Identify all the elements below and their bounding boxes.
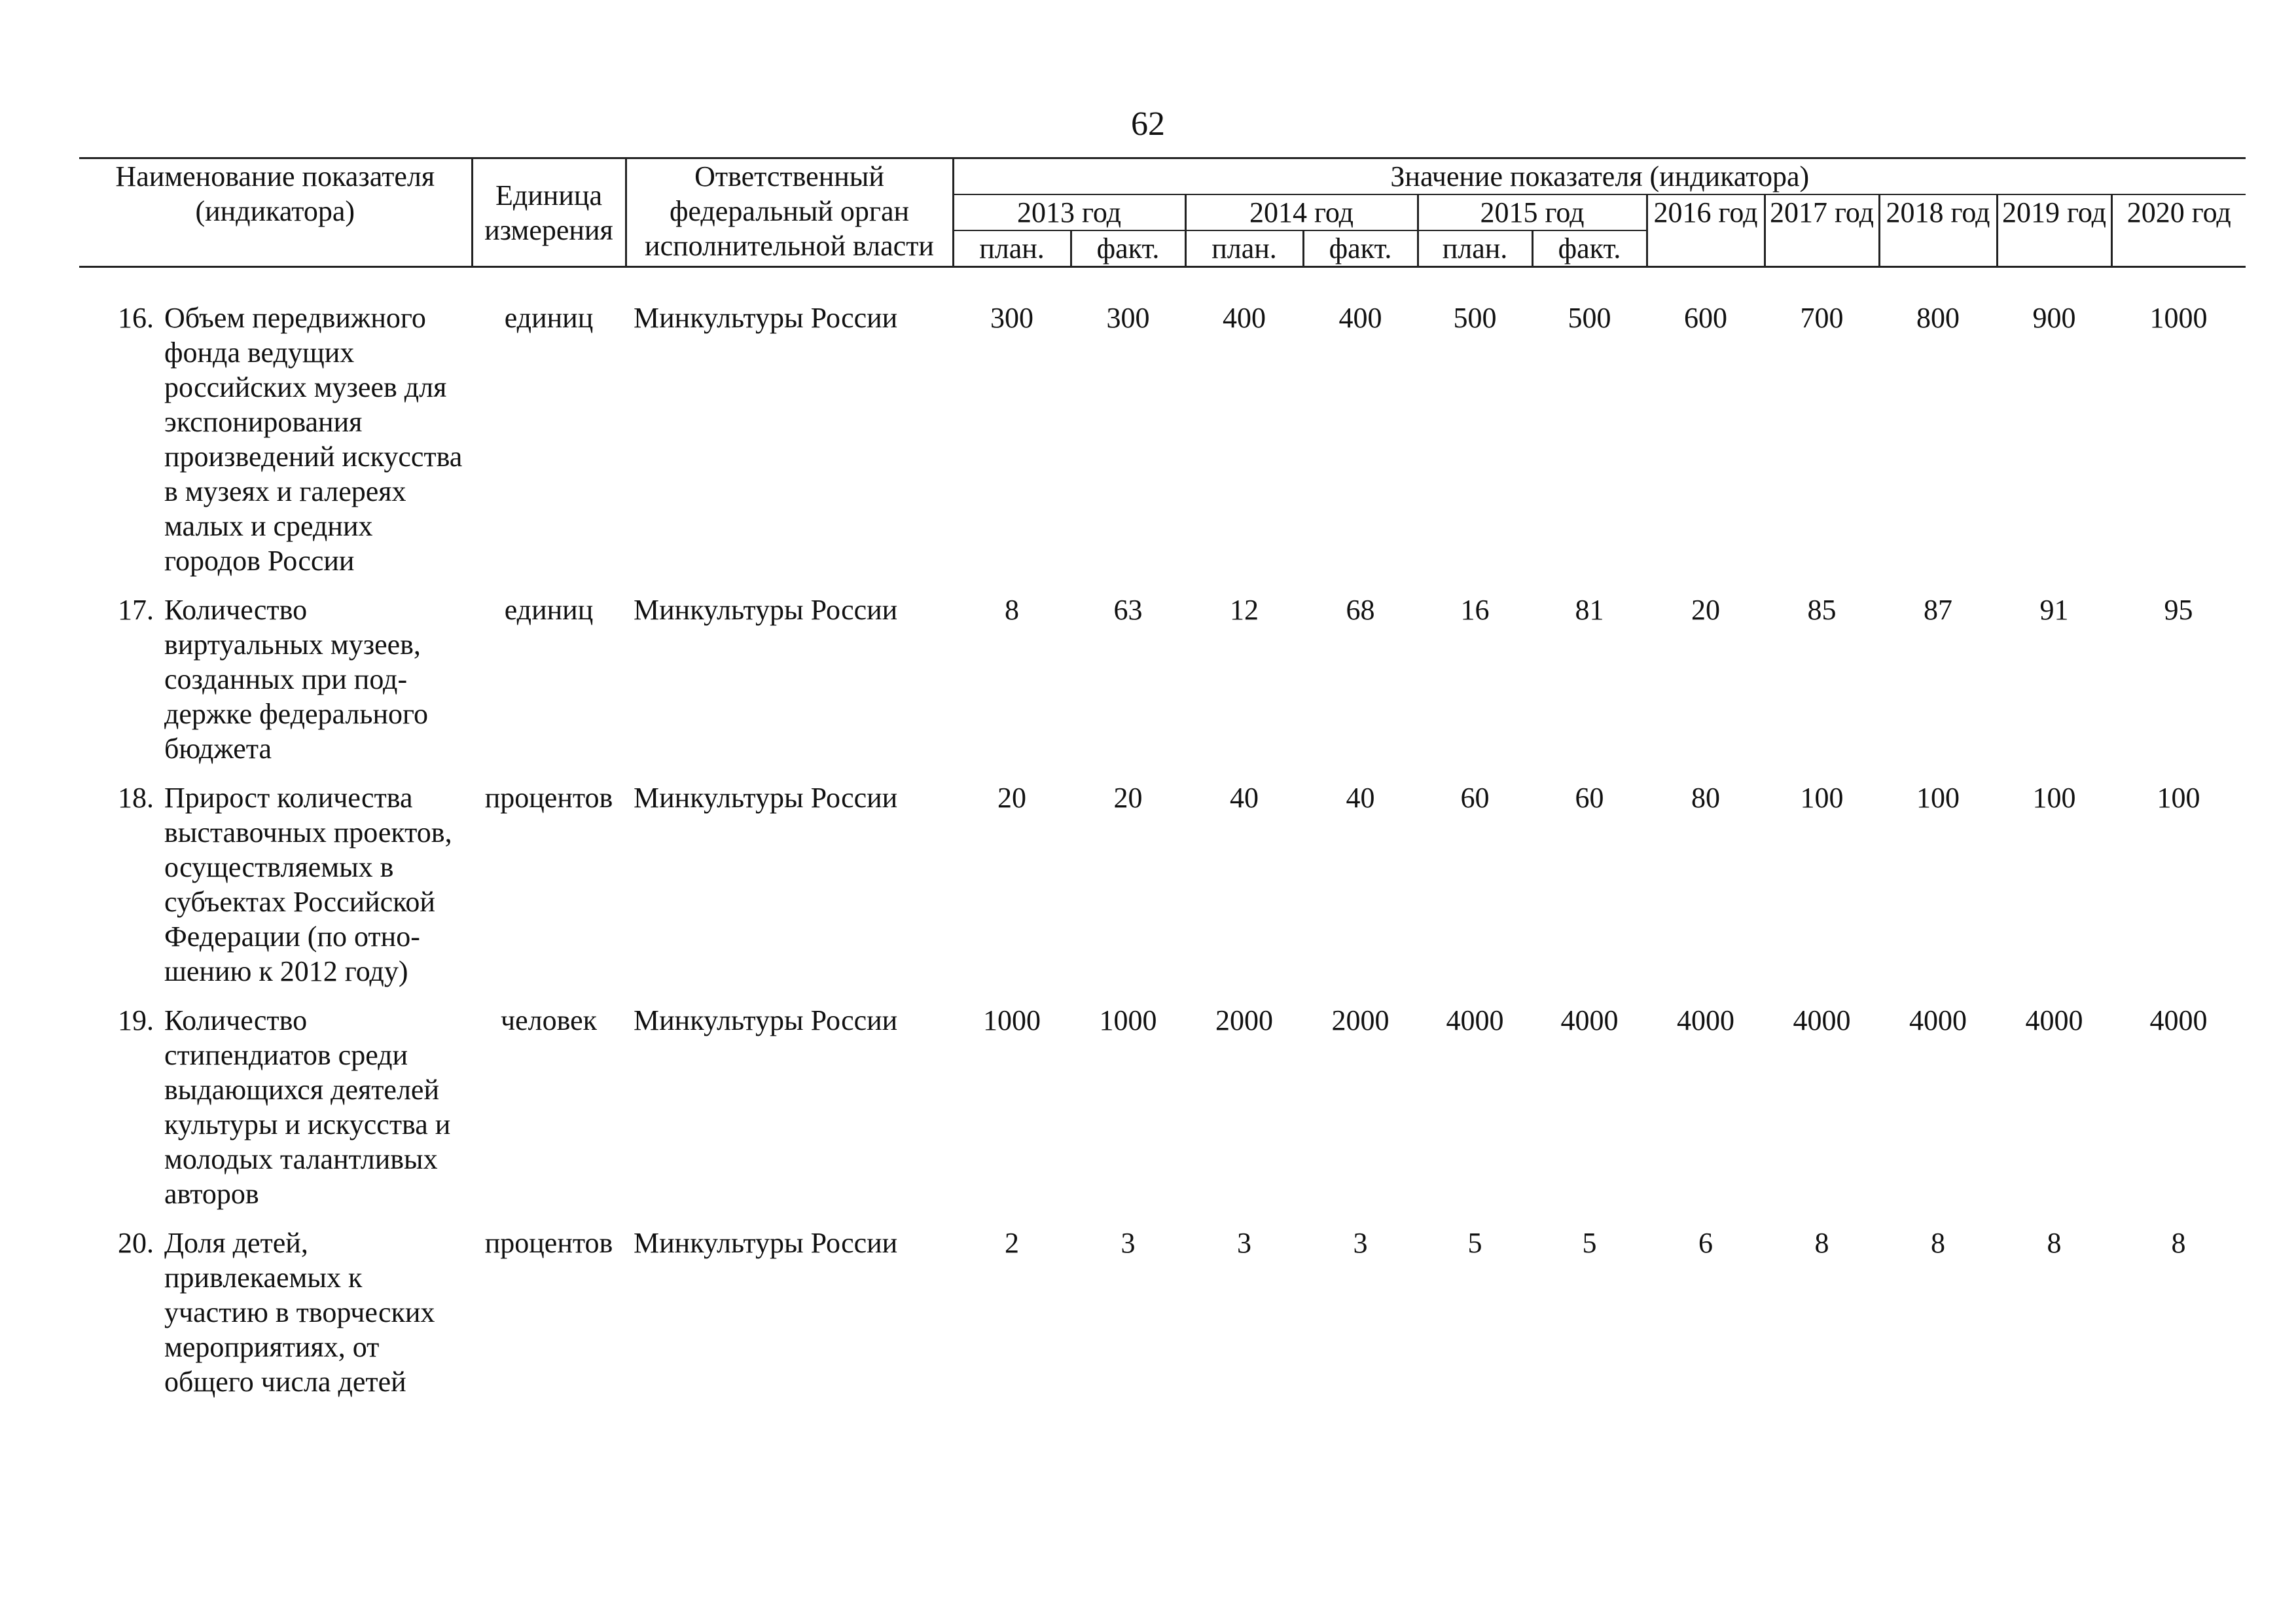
value-2020: 95 [2164, 594, 2193, 626]
header-spacer [79, 267, 2246, 301]
indicator-name: Прирост количества выставочных проектов, осуществляемых в субъектах Российской Федерации (по отно- шению к 2012 году) [164, 782, 452, 987]
value-2018: 800 [1916, 302, 1960, 334]
value-2014-plan: 400 [1223, 302, 1266, 334]
value-2020: 4000 [2149, 1004, 2208, 1036]
value-2017: 700 [1800, 302, 1844, 334]
value-2013-plan: 2 [1005, 1227, 1019, 1259]
value-2015-fact: 5 [1582, 1227, 1597, 1259]
header-value-group: Значение показателя (индикатора) [953, 158, 2246, 195]
header-name: Наименование показателя (индикатора) [79, 158, 472, 267]
value-2016: 20 [1691, 594, 1720, 626]
value-2020: 1000 [2149, 302, 2208, 334]
indicator-unit: процентов [484, 1227, 613, 1259]
indicator-org: Минкультуры России [634, 782, 898, 814]
header-plan-2013: план. [953, 230, 1071, 267]
header-year-2018: 2018 год [1879, 194, 1997, 267]
indicator-unit: процентов [484, 782, 613, 814]
indicator-name: Количество стипендиатов среди выдающихся деятелей культуры и искусства и молодых талантливых авторов [164, 1004, 451, 1210]
header-plan-2014: план. [1185, 230, 1303, 267]
value-2013-plan: 20 [997, 782, 1026, 814]
indicator-name: Объем передвижного фонда ведущих российских музеев для экспонирования произведений искусства в музеях и галереях малых и средних городов России [164, 302, 463, 577]
value-2018: 8 [1931, 1227, 1945, 1259]
value-2014-plan: 12 [1230, 594, 1259, 626]
value-2015-plan: 4000 [1446, 1004, 1504, 1036]
row-number: 17. [118, 594, 154, 626]
value-2020: 100 [2157, 782, 2200, 814]
value-2017: 4000 [1793, 1004, 1851, 1036]
table-row [79, 780, 2246, 1003]
value-2013-fact: 300 [1106, 302, 1150, 334]
value-2014-plan: 40 [1230, 782, 1259, 814]
indicator-org: Минкультуры России [634, 1227, 898, 1259]
value-2019: 4000 [2025, 1004, 2083, 1036]
value-2016: 4000 [1677, 1004, 1734, 1036]
value-2019: 8 [2047, 1227, 2062, 1259]
value-2014-plan: 3 [1237, 1227, 1251, 1259]
header-year-2020: 2020 год [2111, 194, 2246, 267]
header-plan-2015: план. [1418, 230, 1532, 267]
value-2015-fact: 4000 [1560, 1004, 1619, 1036]
header-year-2014: 2014 год [1185, 194, 1418, 230]
indicator-unit: единиц [504, 302, 594, 334]
header-fact-2015: факт. [1532, 230, 1647, 267]
indicator-org: Минкультуры России [634, 1004, 898, 1036]
value-2020: 8 [2171, 1227, 2186, 1259]
value-2018: 87 [1924, 594, 1952, 626]
indicator-name: Количество виртуальных музеев, созданных при под- держке федерального бюджета [164, 594, 428, 765]
header-year-2013: 2013 год [953, 194, 1185, 230]
value-2016: 6 [1698, 1227, 1713, 1259]
indicator-org: Минкультуры России [634, 302, 898, 334]
header-year-2016: 2016 год [1647, 194, 1765, 267]
indicator-name: Доля детей, привлекаемых к участию в творческих мероприятиях, от общего числа детей [164, 1227, 435, 1398]
value-2014-fact: 68 [1346, 594, 1375, 626]
header-fact-2014: факт. [1303, 230, 1418, 267]
indicator-unit: единиц [504, 594, 594, 626]
value-2015-plan: 5 [1467, 1227, 1482, 1259]
value-2015-plan: 500 [1453, 302, 1497, 334]
header-year-2019: 2019 год [1997, 194, 2111, 267]
value-2014-fact: 400 [1338, 302, 1382, 334]
table-row [79, 593, 2246, 780]
row-number: 16. [118, 302, 154, 334]
value-2014-fact: 2000 [1331, 1004, 1390, 1036]
row-number: 19. [118, 1004, 154, 1036]
header-unit: Единица измерения [472, 158, 626, 267]
table-row [79, 1003, 2246, 1226]
value-2015-fact: 60 [1575, 782, 1604, 814]
indicators-table [79, 157, 2246, 1413]
value-2013-fact: 63 [1113, 594, 1143, 626]
value-2015-plan: 60 [1460, 782, 1490, 814]
value-2017: 85 [1807, 594, 1837, 626]
value-2014-fact: 3 [1353, 1227, 1368, 1259]
value-2013-plan: 300 [990, 302, 1033, 334]
value-2013-plan: 1000 [983, 1004, 1041, 1036]
row-number: 18. [118, 782, 154, 814]
value-2013-fact: 1000 [1099, 1004, 1157, 1036]
row-number: 20. [118, 1227, 154, 1259]
value-2015-fact: 81 [1575, 594, 1604, 626]
value-2019: 900 [2032, 302, 2076, 334]
value-2014-plan: 2000 [1215, 1004, 1273, 1036]
header-year-2015: 2015 год [1418, 194, 1647, 230]
table-row [79, 301, 2246, 593]
header-year-2017: 2017 год [1765, 194, 1879, 267]
value-2014-fact: 40 [1346, 782, 1375, 814]
value-2015-plan: 16 [1460, 594, 1490, 626]
value-2015-fact: 500 [1568, 302, 1611, 334]
value-2016: 80 [1691, 782, 1720, 814]
value-2018: 100 [1916, 782, 1960, 814]
header-org: Ответственный федеральный орган исполнительной власти [626, 158, 953, 267]
value-2019: 91 [2039, 594, 2069, 626]
value-2013-plan: 8 [1005, 594, 1019, 626]
page-number: 62 [1131, 105, 1165, 143]
value-2018: 4000 [1909, 1004, 1967, 1036]
value-2017: 8 [1814, 1227, 1829, 1259]
value-2013-fact: 20 [1113, 782, 1143, 814]
value-2013-fact: 3 [1121, 1227, 1136, 1259]
value-2019: 100 [2032, 782, 2076, 814]
value-2016: 600 [1684, 302, 1727, 334]
indicator-unit: человек [500, 1004, 598, 1036]
indicator-org: Минкультуры России [634, 594, 898, 626]
value-2017: 100 [1800, 782, 1844, 814]
table-row [79, 1226, 2246, 1413]
header-fact-2013: факт. [1071, 230, 1185, 267]
